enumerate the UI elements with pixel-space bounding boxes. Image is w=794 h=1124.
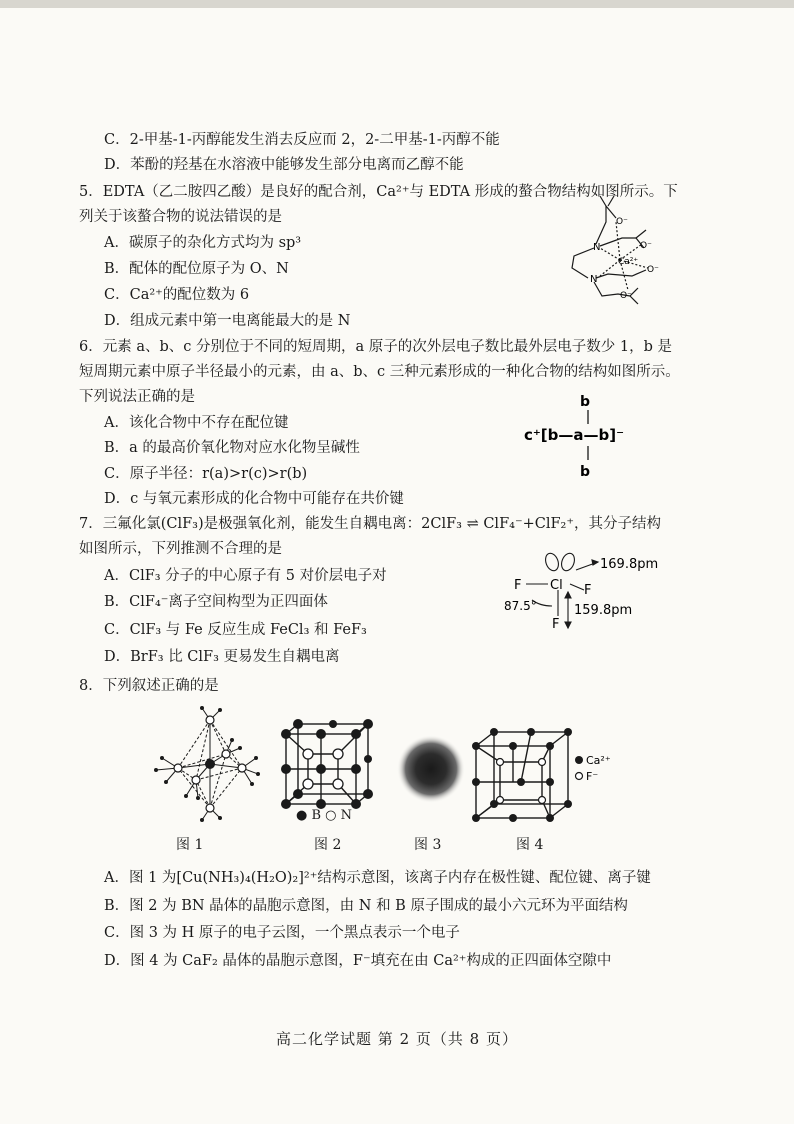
fig2-bn-unit-cell [278, 718, 378, 818]
edta-o-4: O⁻ [620, 291, 632, 301]
edta-ca-label: Ca²⁺ [618, 257, 639, 267]
q6-stem-2: 短周期元素中原子半径最小的元素，由 a、b、c 三种元素形成的一种化合物的结构如图所示。 [79, 364, 680, 380]
edta-n-lower: N [590, 274, 598, 285]
q6-stem-1: 6．元素 a、b、c 分别位于不同的短周期，a 原子的次外层电子数比最外层电子数少 1，b 是 [79, 339, 672, 355]
q6-option-d: D．c 与氧元素形成的化合物中可能存在共价键 [104, 491, 404, 507]
q6-structure-figure [520, 392, 650, 484]
q7-option-a: A．ClF₃ 分子的中心原子有 5 对价层电子对 [104, 568, 387, 584]
fig3-caption: 图 3 [414, 837, 442, 853]
q6-formula: c⁺[b—a—b]⁻ [524, 426, 625, 444]
fig3-electron-cloud [396, 734, 466, 804]
q7-stem-1: 7．三氟化氯(ClF₃)是极强氧化剂，能发生自耦电离：2ClF₃ ⇌ ClF₄⁻+ClF₂⁺，其分子结构 [79, 516, 662, 532]
q5-option-d: D．组成元素中第一电离能最大的是 N [104, 313, 351, 329]
q7-stem-2: 如图所示，下列推测不合理的是 [79, 541, 282, 557]
ca-legend-dot [575, 756, 583, 764]
q5-option-b: B．配体的配位原子为 O、N [104, 261, 289, 277]
clf3-structure-figure [500, 548, 659, 632]
clf3-f-right: F [584, 583, 592, 598]
edta-o-1: O⁻ [616, 217, 628, 227]
q6-b-top: b [579, 394, 591, 410]
fig1-caption: 图 1 [176, 837, 204, 853]
fig4-legend [574, 752, 614, 786]
q8-option-c: C．图 3 为 H 原子的电子云图，一个黑点表示一个电子 [104, 925, 460, 941]
edta-o-2: O⁻ [640, 241, 652, 251]
clf3-f-left: F [514, 578, 522, 593]
clf3-bond-length-1: 169.8pm [600, 557, 659, 572]
scan-edge [0, 0, 794, 8]
clf3-bond-length-2: 159.8pm [574, 603, 633, 618]
q4-option-d: D．苯酚的羟基在水溶液中能够发生部分电离而乙醇不能 [104, 157, 464, 173]
q8-option-d: D．图 4 为 CaF₂ 晶体的晶胞示意图，F⁻填充在由 Ca²⁺构成的正四面体空隙中 [104, 953, 612, 969]
clf3-cl: Cl [550, 578, 563, 593]
q6-option-c: C．原子半径：r(a)>r(c)>r(b) [104, 466, 308, 482]
q5-option-a: A．碳原子的杂化方式均为 sp³ [104, 235, 302, 251]
q6-b-bottom: b [579, 464, 591, 480]
q5-stem-1: 5．EDTA（乙二胺四乙酸）是良好的配合剂，Ca²⁺与 EDTA 形成的螯合物结构如图所示。下 [79, 184, 678, 200]
q5-stem-2: 列关于该螯合物的说法错误的是 [79, 209, 282, 225]
fig1-complex-ion [142, 704, 262, 824]
q8-option-a: A．图 1 为[Cu(NH₃)₄(H₂O)₂]²⁺结构示意图，该离子内存在极性键、配位键、离子键 [104, 870, 651, 886]
q6-option-b: B．a 的最高价氧化物对应水化物呈碱性 [104, 440, 360, 456]
q7-option-d: D．BrF₃ 比 ClF₃ 更易发生自耦电离 [104, 649, 340, 665]
edta-n-upper: N [593, 242, 601, 253]
fig2-legend: ● B ○ N [296, 808, 353, 823]
page-footer: 高二化学试题 第 2 页（共 8 页） [276, 1030, 518, 1048]
q6-stem-3: 下列说法正确的是 [79, 389, 195, 405]
fig2-caption: 图 2 [314, 837, 342, 853]
edta-chelate-figure [548, 192, 678, 307]
clf3-f-bottom: F [552, 617, 560, 632]
f-legend-label: F⁻ [586, 770, 599, 783]
f-legend-dot [576, 773, 583, 780]
fig4-caf2-unit-cell [470, 728, 574, 822]
q7-option-c: C．ClF₃ 与 Fe 反应生成 FeCl₃ 和 FeF₃ [104, 622, 367, 638]
clf3-bond-angle: 87.5° [504, 599, 537, 613]
q4-option-c: C．2-甲基-1-丙醇能发生消去反应而 2，2-二甲基-1-丙醇不能 [104, 132, 500, 148]
edta-o-3: O⁻ [647, 265, 659, 275]
q5-option-c: C．Ca²⁺的配位数为 6 [104, 287, 250, 303]
ca-legend-label: Ca²⁺ [586, 754, 611, 767]
q8-stem: 8．下列叙述正确的是 [79, 678, 219, 694]
q7-option-b: B．ClF₄⁻离子空间构型为正四面体 [104, 594, 328, 610]
q8-option-b: B．图 2 为 BN 晶体的晶胞示意图，由 N 和 B 原子围成的最小六元环为平面结构 [104, 898, 628, 914]
fig4-caption: 图 4 [516, 837, 544, 853]
q6-option-a: A．该化合物中不存在配位键 [104, 415, 289, 431]
